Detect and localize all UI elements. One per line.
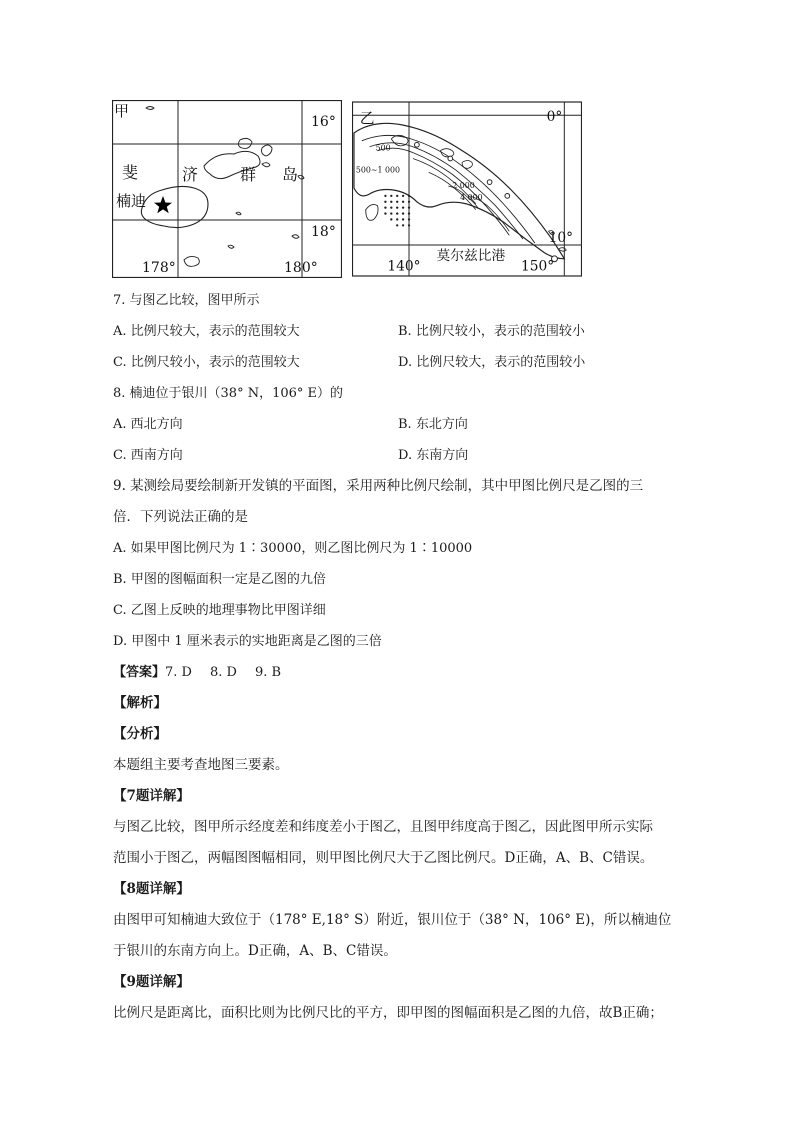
question-9-option-c: C. 乙图上反映的地理事物比甲图详细 bbox=[113, 603, 326, 618]
question-8-options-row-1 bbox=[113, 409, 683, 440]
lon-140-label: 140° bbox=[387, 258, 421, 275]
question-7-option-b: B. 比例尺较小，表示的范围较小 bbox=[398, 324, 585, 339]
lat-10-label: 10° bbox=[548, 230, 573, 247]
q9-detail-heading: 【9题详解】 bbox=[113, 974, 190, 990]
question-8-options-row-2 bbox=[113, 440, 683, 471]
contour-500-1000-label: 500~1 000 bbox=[355, 165, 401, 175]
question-7-options-row-1 bbox=[113, 316, 683, 347]
question-8-option-c: C. 西南方向 bbox=[113, 448, 183, 463]
q7-detail-line-2: 范围小于图乙，两幅图图幅相同，则甲图比例尺大于乙图比例尺。D正确，A、B、C错误。 bbox=[113, 850, 654, 866]
map-jia bbox=[112, 100, 342, 278]
question-9-stem-line-2: 倍．下列说法正确的是 bbox=[113, 509, 248, 525]
maps-figure bbox=[112, 100, 586, 280]
contour-500-label: 500 bbox=[375, 143, 391, 153]
island-char-4: 岛 bbox=[282, 165, 299, 184]
answer-label: 【答案】 bbox=[113, 665, 166, 680]
question-8-stem: 8. 楠迪位于银川（38° N，106° E）的 bbox=[113, 386, 344, 401]
lon-178-label: 178° bbox=[142, 260, 176, 276]
contour-4000-label: 4 000 bbox=[460, 192, 483, 202]
answer-line bbox=[113, 657, 683, 688]
answer-item-8: 8. D bbox=[209, 665, 237, 680]
lat-16-label: 16° bbox=[311, 114, 336, 130]
question-9-option-a: A. 如果甲图比例尺为 1∶30000，则乙图比例尺为 1∶10000 bbox=[113, 541, 473, 556]
city-nadi-label: 楠迪 bbox=[116, 192, 147, 210]
map-yi bbox=[352, 100, 582, 278]
island-char-1: 斐 bbox=[122, 163, 139, 182]
map-yi-graphic bbox=[352, 100, 582, 278]
answer-item-7: 7. D bbox=[165, 665, 192, 680]
lat-18-label: 18° bbox=[311, 224, 336, 240]
fenxi-text: 本题组主要考查地图三要素。 bbox=[113, 757, 289, 773]
island-char-2: 济 bbox=[182, 165, 199, 184]
port-moresby-label: 莫尔兹比港 bbox=[436, 247, 506, 264]
question-7-option-a: A. 比例尺较大，表示的范围较大 bbox=[113, 324, 300, 339]
q8-detail-line-1: 由图甲可知楠迪大致位于（178° E,18° S）附近，银川位于（38° N，106° E)，所以楠迪位 bbox=[113, 912, 672, 928]
question-7-option-c: C. 比例尺较小，表示的范围较大 bbox=[113, 355, 300, 370]
fenxi-heading: 【分析】 bbox=[113, 726, 167, 742]
question-content bbox=[113, 285, 683, 1029]
answer-item-9: 9. B bbox=[254, 665, 282, 680]
question-9-option-d: D. 甲图中 1 厘米表示的实地距离是乙图的三倍 bbox=[113, 634, 382, 649]
question-9-stem-line-1: 9. 某测绘局要绘制新开发镇的平面图，采用两种比例尺绘制，其中甲图比例尺是乙图的三 bbox=[113, 478, 644, 494]
q9-detail-line-1: 比例尺是距离比，面积比则为比例尺比的平方，即甲图的图幅面积是乙图的九倍，故B正确； bbox=[113, 1005, 663, 1021]
question-7-options-row-2 bbox=[113, 347, 683, 378]
question-8-option-b: B. 东北方向 bbox=[398, 417, 468, 432]
question-8-option-d: D. 东南方向 bbox=[398, 448, 469, 463]
question-7-stem: 7. 与图乙比较，图甲所示 bbox=[113, 293, 260, 308]
contour-2000-label: 2 000 bbox=[452, 181, 475, 191]
lon-150-label: 150° bbox=[521, 258, 555, 275]
lat-0-label: 0° bbox=[546, 109, 563, 126]
q7-detail-line-1: 与图乙比较，图甲所示经度差和纬度差小于图乙，且图甲纬度高于图乙，因此图甲所示实际 bbox=[113, 819, 653, 835]
q7-detail-heading: 【7题详解】 bbox=[113, 788, 190, 804]
q8-detail-heading: 【8题详解】 bbox=[113, 881, 190, 897]
question-7-option-d: D. 比例尺较大，表示的范围较小 bbox=[398, 355, 586, 370]
island-char-3: 群 bbox=[240, 165, 257, 184]
q8-detail-line-2: 于银川的东南方向上。D正确，A、B、C错误。 bbox=[113, 943, 397, 959]
lon-180-label: 180° bbox=[284, 260, 318, 276]
question-9-option-b: B. 甲图的图幅面积一定是乙图的九倍 bbox=[113, 572, 326, 587]
question-8-option-a: A. 西北方向 bbox=[113, 417, 183, 432]
map-jia-graphic bbox=[112, 100, 342, 278]
map-yi-label: 乙 bbox=[359, 110, 375, 128]
jiexi-heading: 【解析】 bbox=[113, 695, 167, 711]
map-jia-label: 甲 bbox=[114, 102, 130, 120]
